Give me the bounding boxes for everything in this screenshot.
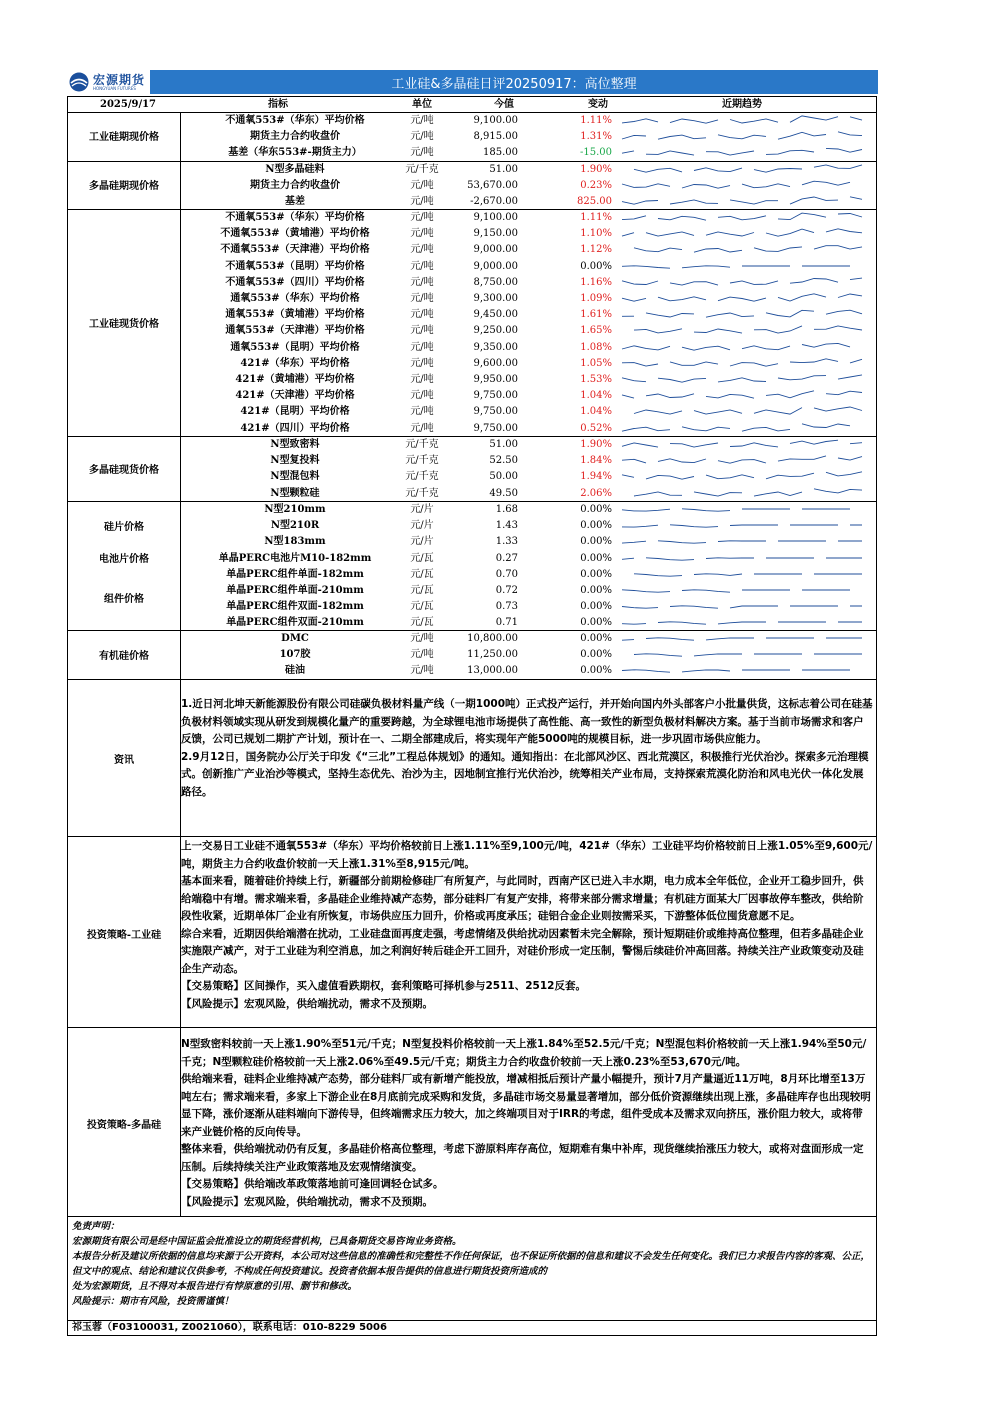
news-paragraph: 1.近日河北坤天新能源股份有限公司硅碳负极材料量产线（一期1000吨）正式投产运行，并开始向国内外头部客户小批量供货，这标志着公司在硅基负极材料领域实现从研发到规模化量产的重要跨越，为全球锂电池市场提供了高性能、高一致性的新型负极材料解决方案。基于当前市场需求和客户反馈，公司已规划二期扩产计划，预计在一、二期全部建成后，将实现年产能5000吨的规模目标，进一步巩固市场供应能力。 [181, 698, 873, 745]
row-change: 1.05% [580, 357, 612, 369]
sparkline-path [622, 391, 862, 398]
sparkline-path [622, 541, 862, 543]
trend-sparkline [618, 307, 874, 323]
row-metric-name: N型210R [270, 520, 320, 532]
trend-sparkline [618, 647, 874, 663]
row-metric-name: 单晶PERC组件双面-182mm [226, 601, 364, 613]
trend-sparkline [618, 437, 874, 453]
row-unit: 元/吨 [410, 212, 434, 223]
row-unit: 元/千克 [405, 471, 439, 483]
sparkline-path [622, 472, 862, 479]
trend-sparkline [618, 631, 874, 647]
sparkline-path [622, 509, 862, 511]
trend-sparkline [618, 534, 874, 550]
sparkline-path [622, 132, 862, 139]
trend-sparkline [618, 162, 874, 178]
row-change: 0.00% [580, 617, 612, 629]
sparkline-path [622, 456, 862, 463]
row-value: 8,750.00 [473, 276, 518, 288]
row-value: 9,100.00 [473, 115, 518, 126]
sparkline-path [634, 165, 862, 172]
row-value: 1.43 [495, 520, 518, 532]
row-change: 1.10% [580, 228, 612, 240]
trend-sparkline [618, 502, 874, 518]
trend-sparkline [618, 178, 874, 194]
trend-sparkline [618, 129, 874, 145]
row-unit: 元/吨 [410, 325, 434, 337]
row-unit: 元/吨 [410, 244, 434, 256]
row-metric-name: N型多晶硅料 [265, 164, 325, 175]
row-change: 0.00% [580, 568, 612, 580]
col-header-trend: 近期趋势 [722, 99, 762, 110]
trend-sparkline [618, 453, 874, 469]
trend-sparkline [618, 113, 874, 129]
row-unit: 元/吨 [410, 260, 434, 272]
row-value: 9,350.00 [473, 341, 518, 353]
row-unit: 元/吨 [410, 180, 434, 192]
row-change: 0.00% [580, 649, 612, 661]
row-unit: 元/吨 [410, 196, 434, 208]
row-unit: 元/瓦 [410, 601, 434, 613]
trend-sparkline [618, 145, 874, 161]
row-change: 1.61% [580, 309, 612, 321]
trend-sparkline [618, 404, 874, 420]
group-divider [68, 1027, 877, 1028]
strategy-si-paragraph: 基本面来看，随着硅价持续上行，新疆部分前期检修硅厂有所复产，与此同时，西南产区已进入丰水期，电力成本全年低位，企业开工稳步回升，供给端稳中有增。需求端来看，多晶硅企业维持减产态势，部分硅料厂有复产安排，将带来部分需求增量；有机硅方面某大厂因事故停车整改，供给阶段性收紧，近期单体厂企业有所恢复，市场供应压力回升，价格或再度承压；硅铝合金企业则按需采买，下游整体低位囤货意愿不足。 [181, 875, 864, 922]
row-unit: 元/吨 [410, 357, 434, 369]
row-value: 185.00 [483, 147, 518, 159]
trend-sparkline [618, 421, 874, 437]
row-change: 0.00% [580, 520, 612, 532]
row-change: 825.00 [577, 196, 612, 208]
row-metric-name: 通氧553#（昆明）平均价格 [230, 341, 360, 353]
row-change: 0.00% [580, 633, 612, 644]
category-label: 多晶硅现货价格 [89, 465, 159, 476]
sparkline-path [622, 525, 862, 527]
row-change: 1.09% [580, 293, 612, 304]
row-metric-name: DMC [281, 633, 309, 644]
row-metric-name: 107胶 [279, 649, 311, 661]
row-value: 0.72 [495, 585, 518, 596]
row-change: 0.00% [580, 665, 612, 677]
row-change: 2.06% [580, 487, 612, 499]
row-unit: 元/吨 [410, 374, 434, 385]
row-unit: 元/瓦 [410, 585, 434, 596]
row-metric-name: N型致密料 [270, 439, 320, 450]
strategy-si-text [181, 838, 873, 1013]
news-paragraph: 2.9月12日，国务院办公厅关于印发《“三北”工程总体规划》的通知。通知指出：在北部风沙区、西北荒漠区，积极推行光伏治沙。探索多元治理模式。创新推广产业治沙等模式，坚持生态优先、治沙为主，因地制宜推行光伏治沙，统筹相关产业布局，支持探索荒漠化防治和风电光伏一体化发展路径。 [181, 750, 869, 798]
row-change: 1.90% [580, 439, 612, 450]
row-value: 11,250.00 [467, 649, 518, 661]
row-metric-name: 通氧553#（天津港）平均价格 [225, 325, 365, 337]
logo-cn-text: 宏源期货 [93, 72, 146, 87]
sparkline-path [634, 654, 862, 656]
sparkline-path [634, 326, 862, 333]
sparkline-path [622, 278, 862, 285]
trend-sparkline [618, 469, 874, 485]
sparkline-path [622, 213, 862, 220]
row-metric-name: 421#（天津港）平均价格 [235, 390, 355, 402]
row-unit: 元/吨 [410, 390, 434, 402]
trend-sparkline [618, 663, 874, 679]
row-unit: 元/吨 [410, 665, 434, 677]
sparkline-path [622, 359, 862, 366]
sparkline-path [622, 294, 862, 301]
row-change: 0.23% [580, 180, 612, 192]
row-metric-name: N型183mm [264, 536, 326, 548]
row-change: 1.04% [580, 406, 612, 418]
row-change: 1.31% [580, 131, 612, 143]
trend-sparkline [618, 356, 874, 372]
category-label: 工业硅期现价格 [89, 132, 159, 143]
strategy-poly-label: 投资策略-多晶硅 [86, 1120, 162, 1131]
col-header-change: 变动 [588, 99, 608, 110]
row-value: 0.70 [495, 568, 518, 580]
row-value: 9,000.00 [473, 244, 518, 256]
row-unit: 元/吨 [410, 309, 434, 321]
sparkline-path [622, 265, 862, 267]
news-text [181, 696, 873, 801]
col-header-metric: 指标 [268, 99, 288, 110]
trend-sparkline [618, 275, 874, 291]
category-label: 硅片价格 [104, 522, 144, 533]
category-label: 有机硅价格 [99, 651, 149, 662]
row-unit: 元/片 [410, 520, 434, 532]
row-metric-name: 421#（四川）平均价格 [240, 422, 350, 434]
trend-sparkline [618, 242, 874, 258]
row-metric-name: 不通氧553#（华东）平均价格 [225, 115, 365, 126]
row-change: 0.00% [580, 585, 612, 596]
row-metric-name: 期货主力合约收盘价 [250, 180, 340, 192]
row-value: 0.71 [495, 617, 518, 629]
row-value: 9,000.00 [473, 260, 518, 272]
row-value: 9,600.00 [473, 357, 518, 369]
trend-sparkline [618, 210, 874, 226]
row-change: 1.90% [580, 164, 612, 175]
row-metric-name: 不通氧553#（四川）平均价格 [225, 276, 365, 288]
category-label: 电池片价格 [99, 554, 149, 565]
row-unit: 元/吨 [410, 422, 434, 434]
row-value: 53,670.00 [467, 180, 518, 192]
trend-sparkline [618, 388, 874, 404]
row-value: 9,750.00 [473, 422, 518, 434]
logo-en-text: HONGYUAN FUTURES [93, 85, 136, 91]
trend-sparkline [618, 372, 874, 388]
row-value: 1.33 [495, 536, 518, 548]
sparkline-path [622, 181, 862, 188]
sparkline-path [622, 423, 862, 430]
row-unit: 元/吨 [410, 115, 434, 126]
strategy-si-paragraph: 【风险提示】宏观风险，供给端扰动，需求不及预期。 [181, 997, 433, 1010]
row-unit: 元/吨 [410, 649, 434, 661]
row-unit: 元/吨 [410, 633, 434, 644]
group-divider [68, 836, 877, 837]
row-metric-name: 421#（华东）平均价格 [240, 357, 350, 369]
col-header-unit: 单位 [412, 99, 432, 110]
row-change: 1.12% [580, 244, 612, 256]
row-metric-name: N型混包料 [270, 471, 320, 483]
disclaimer-line: 风险提示：期市有风险，投资需谨慎！ [72, 1296, 234, 1307]
row-value: 51.00 [489, 439, 518, 450]
row-value: 9,750.00 [473, 406, 518, 418]
row-value: 13,000.00 [467, 665, 518, 677]
row-unit: 元/吨 [410, 131, 434, 143]
disclaimer-line: 本报告分析及建议所依据的信息均来源于公开资料，本公司对这些信息的准确性和完整性不作任何保证，也不保证所依据的信息和建议不会发生任何变化。我们已力求报告内容的客观、公正，但文中的观点、结论和建议仅供参考，不构成任何投资建议。投资者依据本报告提供的信息进行期货投资所造成的 [72, 1251, 871, 1277]
sparkline-path [622, 590, 862, 592]
disclaimer-line: 宏源期货有限公司是经中国证监会批准设立的期货经营机构，已具备期货交易咨询业务资格。 [72, 1236, 462, 1247]
sparkline-path [622, 670, 862, 672]
trend-sparkline [618, 291, 874, 307]
row-change: 0.52% [580, 422, 612, 434]
strategy-si-paragraph: 上一交易日工业硅不通氧553#（华东）平均价格较前日上涨1.11%至9,100元/吨，421#（华东）工业硅平均价格较前日上涨1.05%至9,600元/吨，期货主力合约收盘价较前一天上涨1.31%至8,915元/吨。 [181, 840, 873, 870]
row-metric-name: 期货主力合约收盘价 [250, 131, 340, 143]
row-unit: 元/千克 [405, 164, 439, 175]
category-label: 组件价格 [104, 594, 144, 605]
category-label: 多晶硅期现价格 [89, 181, 159, 192]
row-unit: 元/吨 [410, 406, 434, 418]
row-metric-name: N型210mm [264, 504, 326, 515]
sparkline-path [622, 229, 862, 236]
logo-mark-icon [68, 72, 90, 92]
row-metric-name: 硅油 [285, 665, 305, 677]
sparkline-path [622, 343, 862, 350]
row-change: 0.00% [580, 504, 612, 515]
row-unit: 元/吨 [410, 147, 434, 159]
row-change: 1.11% [580, 212, 612, 223]
disclaimer [72, 1219, 872, 1309]
trend-sparkline [618, 323, 874, 339]
row-change: 1.16% [580, 276, 612, 288]
row-value: 50.00 [489, 471, 518, 483]
row-metric-name: 421#（黄埔港）平均价格 [235, 374, 355, 385]
sparkline-path [622, 638, 862, 640]
row-value: 1.68 [495, 504, 518, 515]
row-metric-name: 单晶PERC组件单面-182mm [226, 568, 364, 580]
sparkline-path [622, 116, 862, 123]
disclaimer-line: 免责声明： [72, 1221, 120, 1232]
row-metric-name: 单晶PERC电池片M10-182mm [218, 552, 372, 564]
row-value: 9,150.00 [473, 228, 518, 240]
report-title: 工业硅&多晶硅日评20250917：高位整理 [150, 70, 878, 94]
trend-sparkline [618, 567, 874, 583]
row-metric-name: 单晶PERC组件单面-210mm [226, 585, 364, 596]
sparkline-path [622, 606, 862, 608]
trend-sparkline [618, 551, 874, 567]
disclaimer-line: 处为宏源期货，且不得对本报告进行有悖原意的引用、删节和修改。 [72, 1281, 358, 1292]
news-label: 资讯 [114, 755, 134, 766]
sparkline-path [622, 440, 862, 447]
row-value: -2,670.00 [470, 196, 518, 208]
row-metric-name: 基差（华东553#-期货主力） [228, 147, 362, 159]
analyst-contact: 祁玉蓉（F03100031, Z0021060），联系电话：010-8229 5006 [72, 1322, 387, 1333]
trend-sparkline [618, 518, 874, 534]
trend-sparkline [618, 259, 874, 275]
sparkline-path [622, 375, 862, 382]
row-unit: 元/千克 [405, 439, 439, 450]
row-unit: 元/吨 [410, 341, 434, 353]
row-change: 0.00% [580, 260, 612, 272]
strategy-poly-text [181, 1036, 873, 1211]
row-metric-name: N型复投料 [270, 455, 320, 467]
row-change: 1.53% [580, 374, 612, 385]
row-value: 9,950.00 [473, 374, 518, 385]
trend-sparkline [618, 615, 874, 631]
row-metric-name: 通氧553#（黄埔港）平均价格 [225, 309, 365, 321]
row-value: 0.27 [495, 552, 518, 564]
sparkline-path [622, 149, 862, 156]
row-value: 9,450.00 [473, 309, 518, 321]
row-unit: 元/片 [410, 536, 434, 548]
row-change: 1.84% [580, 455, 612, 467]
row-value: 9,250.00 [473, 325, 518, 337]
group-divider [68, 1216, 877, 1217]
row-value: 51.00 [489, 164, 518, 175]
row-value: 10,800.00 [467, 633, 518, 644]
sparkline-path [622, 197, 862, 204]
row-unit: 元/瓦 [410, 617, 434, 629]
sparkline-path [622, 310, 862, 317]
strategy-si-paragraph: 【交易策略】区间操作，买入虚值看跌期权，套利策略可择机参与2511、2512反套。 [181, 980, 586, 992]
strategy-poly-paragraph: 供给端来看，硅料企业维持减产态势，部分硅料厂或有新增产能投放，增减相抵后预计产量小幅提升，预计7月产量逼近11万吨，8月环比增至13万吨左右；需求端来看，多家上下游企业在8月底前完成采购和发货，多晶硅市场交易量显著增加，部分低价资源继续出现上涨，多晶硅库存也出现较明显下降，涨价逐渐从硅料端向下游传导，但终端需求压力较大，加之终端项目对于IRR的考虑，组件受成本及需求双向挤压，涨价阻力较大，或将带来产业链价格的反向传导。 [181, 1073, 871, 1138]
row-unit: 元/吨 [410, 293, 434, 304]
trend-sparkline [618, 486, 874, 502]
strategy-poly-paragraph: 整体来看，供给端扰动仍有反复，多晶硅价格高位整理，考虑下游原料库存高位，短期难有集中补库，现货继续抬涨压力较大，或将对盘面形成一定压制。后续持续关注产业政策落地及宏观情绪演变。 [181, 1143, 864, 1173]
category-label: 工业硅现货价格 [89, 319, 159, 330]
row-unit: 元/瓦 [410, 568, 434, 580]
row-unit: 元/千克 [405, 487, 439, 499]
row-metric-name: 不通氧553#（昆明）平均价格 [225, 260, 365, 272]
sparkline-path [634, 407, 862, 414]
row-change: 1.11% [580, 115, 612, 126]
row-change: 1.08% [580, 341, 612, 353]
company-logo [68, 70, 150, 94]
sparkline-path [634, 488, 862, 495]
strategy-poly-paragraph: 【风险提示】宏观风险，供给端扰动，需求不及预期。 [181, 1195, 433, 1208]
row-metric-name: 不通氧553#（华东）平均价格 [225, 212, 365, 223]
col-header-value: 今值 [494, 99, 514, 110]
row-change: 0.00% [580, 552, 612, 564]
row-value: 0.73 [495, 601, 518, 613]
trend-sparkline [618, 226, 874, 242]
sparkline-path [622, 557, 862, 559]
strategy-poly-paragraph: 【交易策略】供给端改革政策落地前可逢回调轻仓试多。 [181, 1178, 444, 1190]
sparkline-path [634, 246, 862, 253]
sparkline-path [634, 574, 862, 576]
row-value: 49.50 [489, 487, 518, 499]
trend-sparkline [618, 583, 874, 599]
row-metric-name: 基差 [285, 196, 305, 208]
row-metric-name: 不通氧553#（黄埔港）平均价格 [220, 228, 370, 240]
row-change: 0.00% [580, 601, 612, 613]
strategy-si-label: 投资策略-工业硅 [86, 930, 162, 941]
row-unit: 元/瓦 [410, 552, 434, 564]
strategy-poly-paragraph: N型致密料较前一天上涨1.90%至51元/千克；N型复投料价格较前一天上涨1.84%至52.5元/千克；N型混包料价格较前一天上涨1.94%至50元/千克；N型颗粒硅价格较前一天上涨2.06%至49.5元/千克；期货主力合约收盘价较前一天上涨0.23%至53,670元/吨。 [181, 1038, 867, 1068]
row-unit: 元/片 [410, 504, 434, 515]
row-metric-name: 通氧553#（华东）平均价格 [230, 293, 360, 304]
trend-sparkline [618, 340, 874, 356]
row-change: 1.65% [580, 325, 612, 337]
row-value: 8,915.00 [473, 131, 518, 143]
row-value: 9,750.00 [473, 390, 518, 402]
row-change: 0.00% [580, 536, 612, 548]
row-change: -15.00 [579, 147, 612, 159]
sparkline-path [622, 622, 862, 624]
row-value: 9,100.00 [473, 212, 518, 223]
strategy-si-paragraph: 综合来看，近期因供给端潜在扰动，工业硅盘面再度走强，考虑情绪及供给扰动因素暂未完全解除，预计短期硅价或维持高位整理，但若多晶硅企业实施限产减产，对于工业硅为利空消息，加之利润好转后硅企开工回升，对硅价形成一定压制，警惕后续硅价冲高回落。持续关注产业政策变动及硅企生产动态。 [181, 927, 864, 975]
row-unit: 元/吨 [410, 276, 434, 288]
row-metric-name: 单晶PERC组件双面-210mm [226, 617, 364, 629]
trend-sparkline [618, 194, 874, 210]
row-change: 1.94% [580, 471, 612, 483]
row-metric-name: N型颗粒硅 [270, 487, 320, 499]
row-unit: 元/千克 [405, 455, 439, 467]
row-value: 52.50 [489, 455, 518, 467]
row-metric-name: 不通氧553#（天津港）平均价格 [220, 244, 370, 256]
row-change: 1.04% [580, 390, 612, 402]
row-unit: 元/吨 [410, 228, 434, 240]
trend-sparkline [618, 599, 874, 615]
row-metric-name: 421#（昆明）平均价格 [240, 406, 350, 418]
row-value: 9,300.00 [473, 293, 518, 304]
report-date: 2025/9/17 [100, 99, 157, 110]
